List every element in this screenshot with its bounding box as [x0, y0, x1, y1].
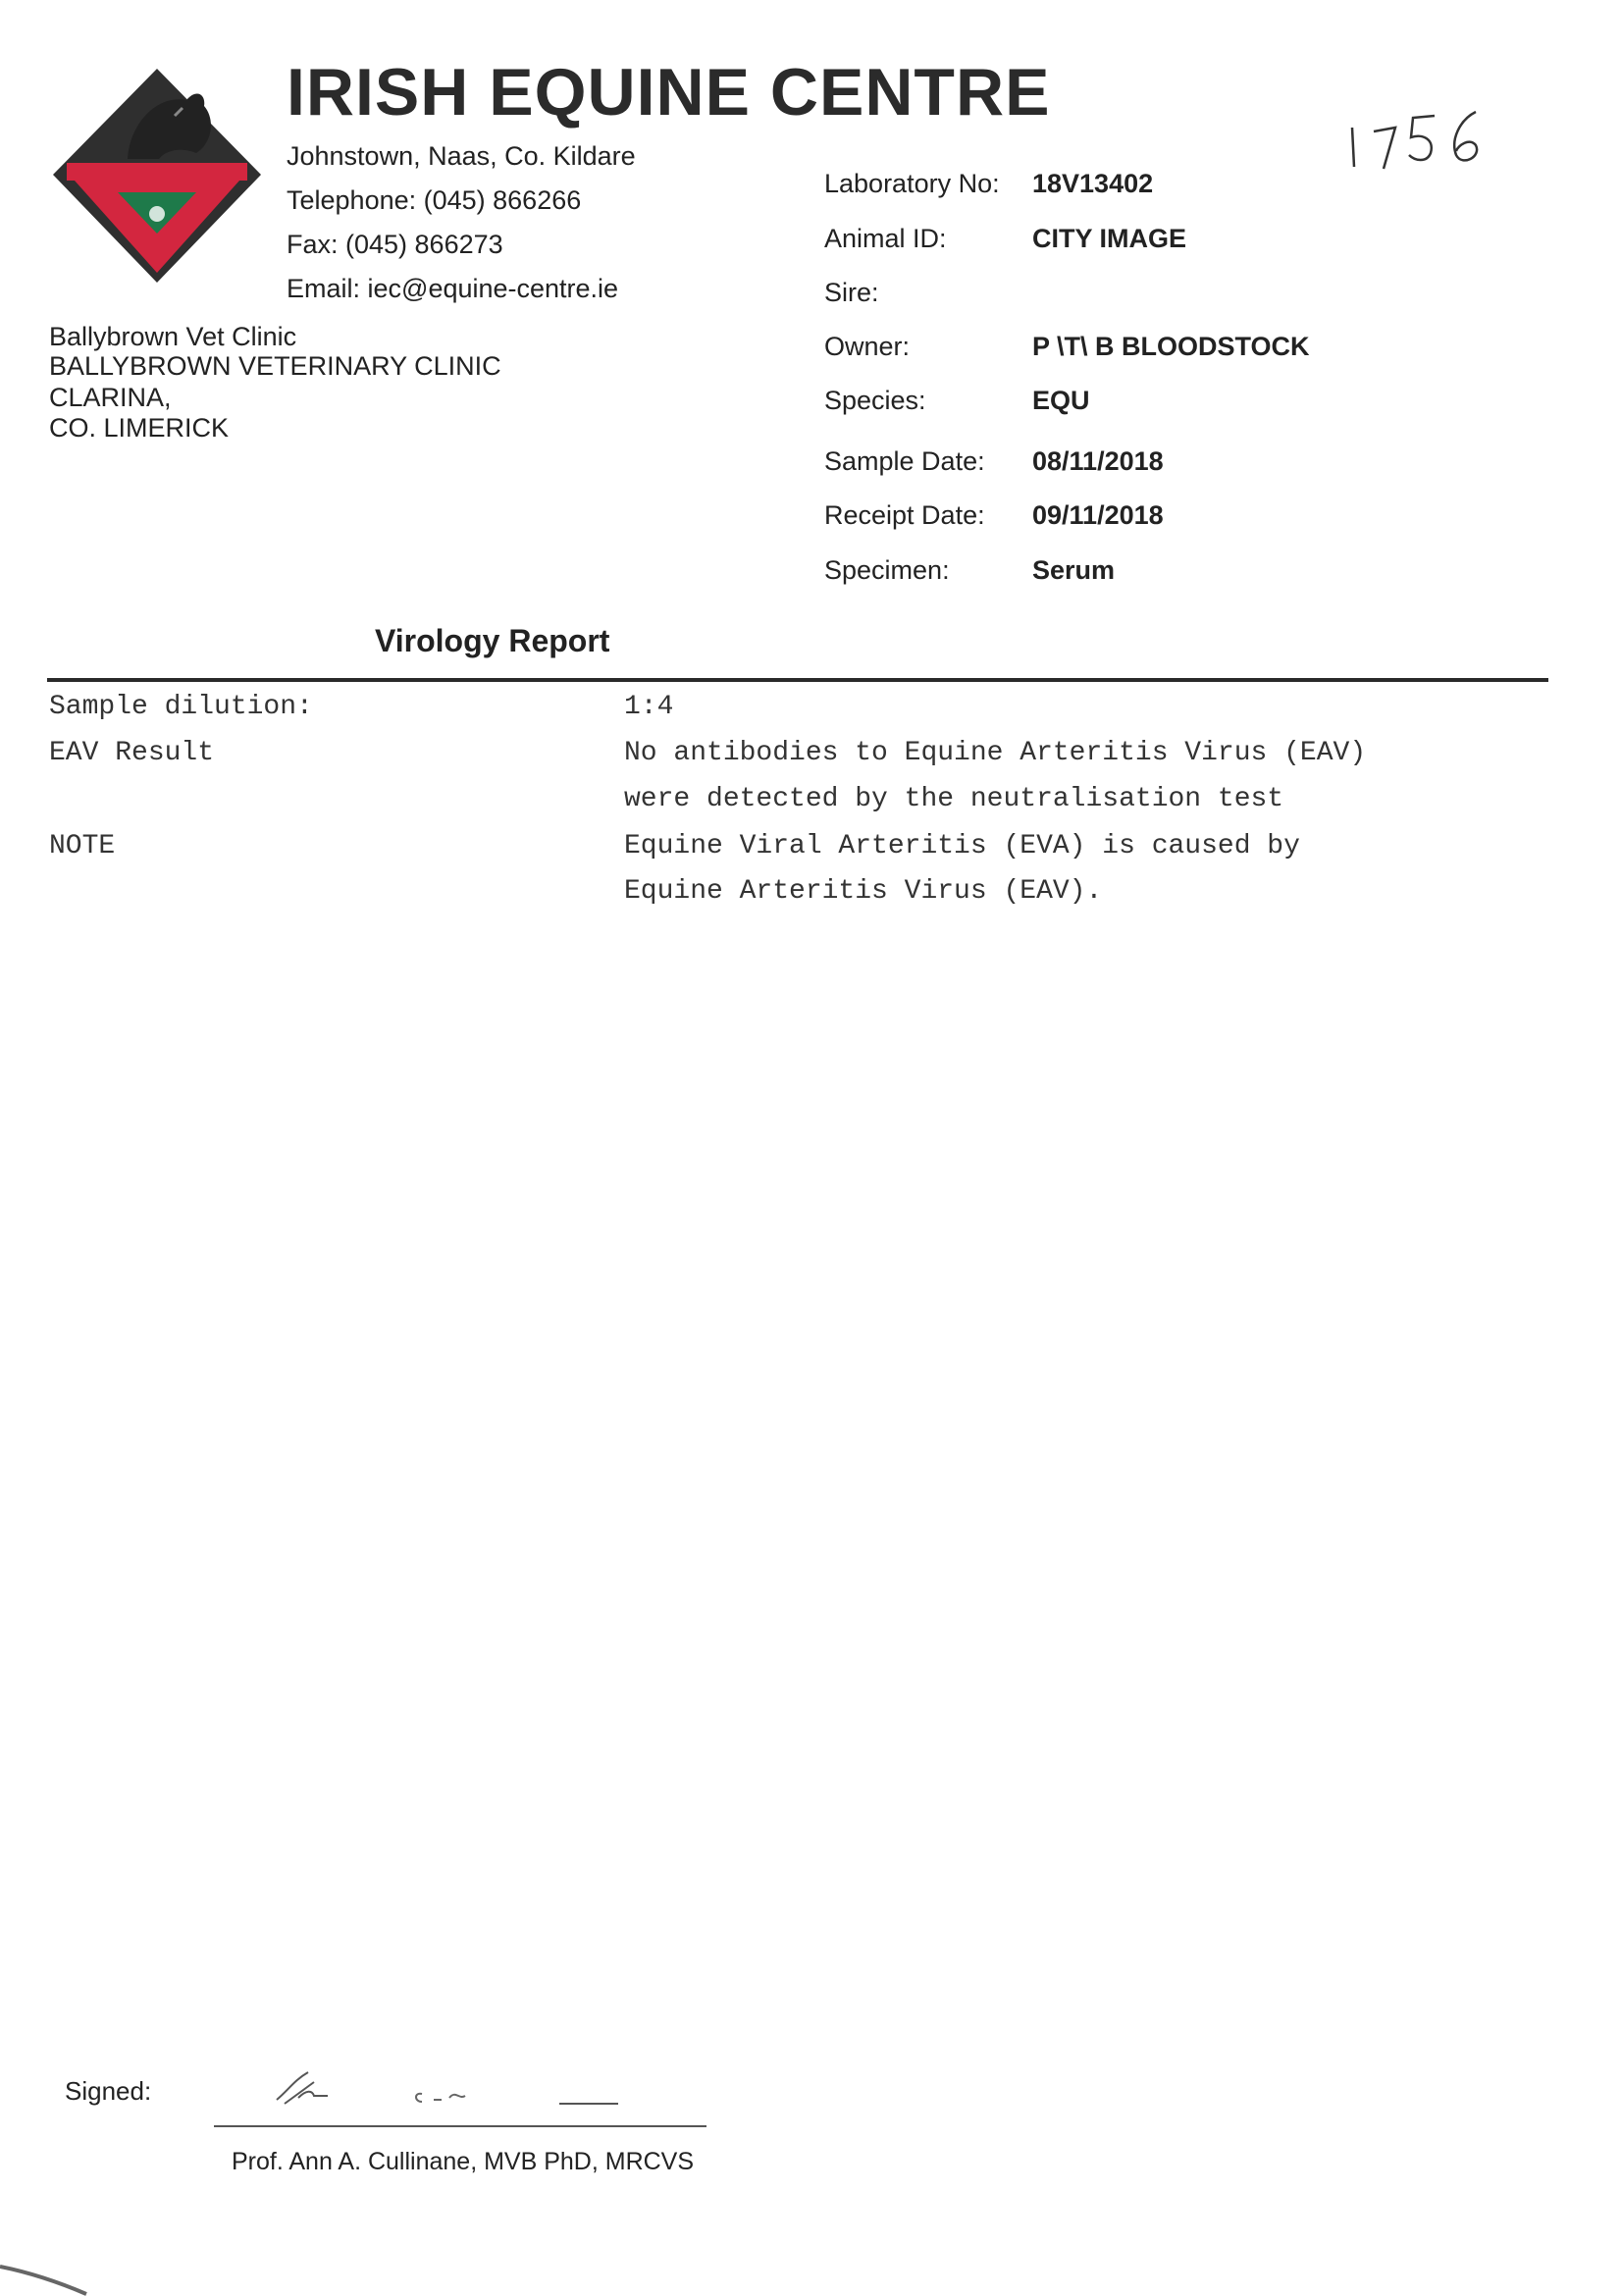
laboratory-no-value: 18V13402	[1032, 169, 1154, 198]
note-label: NOTE	[49, 831, 116, 861]
fax-line: Fax: (045) 866273	[287, 230, 503, 259]
owner-value: P \T\ B BLOODSTOCK	[1032, 332, 1310, 361]
organization-title: IRISH EQUINE CENTRE	[287, 55, 1051, 130]
horse-head-diamond-logo-icon	[49, 65, 265, 290]
eav-result-line: No antibodies to Equine Arteritis Virus (EAV)	[624, 738, 1367, 768]
section-divider	[47, 678, 1548, 682]
report-title: Virology Report	[375, 623, 610, 658]
specimen-label: Specimen:	[824, 555, 950, 585]
signatory-name: Prof. Ann A. Cullinane, MVB PhD, MRCVS	[232, 2148, 695, 2175]
signed-label: Signed:	[65, 2076, 152, 2106]
client-address-line: CO. LIMERICK	[49, 413, 230, 443]
signature-line	[214, 2125, 706, 2127]
species-label: Species:	[824, 386, 926, 415]
note-line: Equine Viral Arteritis (EVA) is caused by	[624, 831, 1300, 861]
sample-dilution-label: Sample dilution:	[49, 692, 313, 722]
owner-label: Owner:	[824, 332, 911, 361]
receipt-date-value: 09/11/2018	[1032, 500, 1164, 530]
laboratory-no-label: Laboratory No:	[824, 169, 1000, 198]
handwritten-reference-number	[1344, 106, 1491, 175]
sire-label: Sire:	[824, 278, 879, 307]
sample-date-label: Sample Date:	[824, 446, 985, 476]
handwritten-signature	[265, 2061, 638, 2119]
client-name: Ballybrown Vet Clinic	[49, 322, 297, 351]
email-line: Email: iec@equine-centre.ie	[287, 274, 619, 303]
sample-date-value: 08/11/2018	[1032, 446, 1164, 476]
specimen-value: Serum	[1032, 555, 1116, 585]
telephone-line: Telephone: (045) 866266	[287, 185, 582, 215]
species-value: EQU	[1032, 386, 1090, 415]
receipt-date-label: Receipt Date:	[824, 500, 985, 530]
client-address-line: BALLYBROWN VETERINARY CLINIC	[49, 351, 501, 381]
animal-id-label: Animal ID:	[824, 224, 947, 253]
scan-edge-mark	[0, 2257, 88, 2296]
sample-dilution-value: 1:4	[624, 692, 674, 722]
eav-result-line: were detected by the neutralisation test	[624, 784, 1284, 814]
eav-result-label: EAV Result	[49, 738, 215, 768]
animal-id-value: CITY IMAGE	[1032, 224, 1187, 253]
address-line: Johnstown, Naas, Co. Kildare	[287, 141, 636, 171]
note-line: Equine Arteritis Virus (EAV).	[624, 876, 1103, 907]
client-address-line: CLARINA,	[49, 383, 172, 412]
